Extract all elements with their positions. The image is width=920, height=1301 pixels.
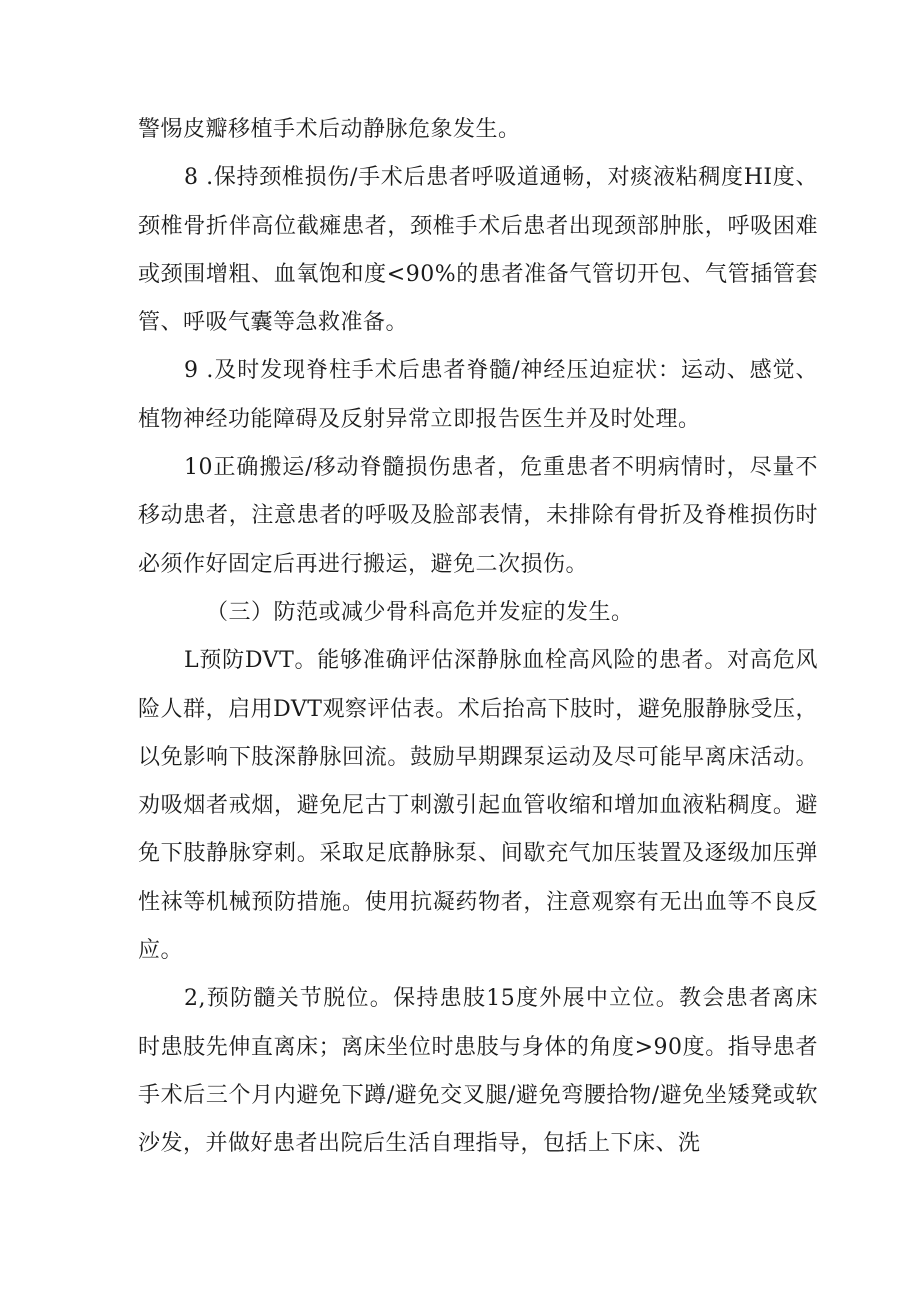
paragraph-continuation: 警惕皮瓣移植手术后动静脉危象发生。 (138, 117, 521, 142)
document-body (138, 106, 818, 1169)
paragraph-item-10: 10正确搬运/移动脊髓损伤患者，危重患者不明病情时，尽量不移动患者，注意患者的呼吸及脸部表情，未排除有骨折及脊椎损伤时必须作好固定后再进行搬运，避免二次损伤。 (138, 455, 818, 577)
paragraph-hip-dislocation-prevention: 2,预防髓关节脱位。保持患肢15度外展中立位。教会患者离床时患肢先伸直离床；离床坐位时患肢与身体的角度>90度。指导患者手术后三个月内避免下蹲/避免交叉腿/避免弯腰拾物/避免坐矮凳或软沙发，并做好患者出院后生活自理指导，包括上下床、洗 (138, 986, 818, 1157)
paragraph-item-8: 8 .保持颈椎损伤/手术后患者呼吸道通畅，对痰液粘稠度HI度、颈椎骨折伴高位截瘫患者，颈椎手术后患者出现颈部肿胀，呼吸困难或颈围增粗、血氧饱和度<90%的患者准备气管切开包、气管插管套管、呼吸气囊等急救准备。 (138, 165, 818, 336)
section-heading-3: （三）防范或减少骨科高危并发症的发生。 (206, 599, 634, 625)
paragraph-dvt-prevention: L预防DVT。能够准确评估深静脉血栓高风险的患者。对高危风险人群，启用DVT观察评估表。术后抬高下肢时，避免服静脉受压，以免影响下肢深静脉回流。鼓励早期踝泵运动及尽可能早离床活动。劝吸烟者戒烟，避免尼古丁刺激引起血管收缩和增加血液粘稠度。避免下肢静脉穿刺。采取足底静脉泵、间歇充气加压装置及逐级加压弹性袜等机械预防措施。使用抗凝药物者，注意观察有无出血等不良反应。 (138, 648, 818, 964)
paragraph-item-9: 9 .及时发现脊柱手术后患者脊髓/神经压迫症状：运动、感觉、植物神经功能障碍及反射异常立即报告医生并及时处理。 (138, 358, 818, 432)
